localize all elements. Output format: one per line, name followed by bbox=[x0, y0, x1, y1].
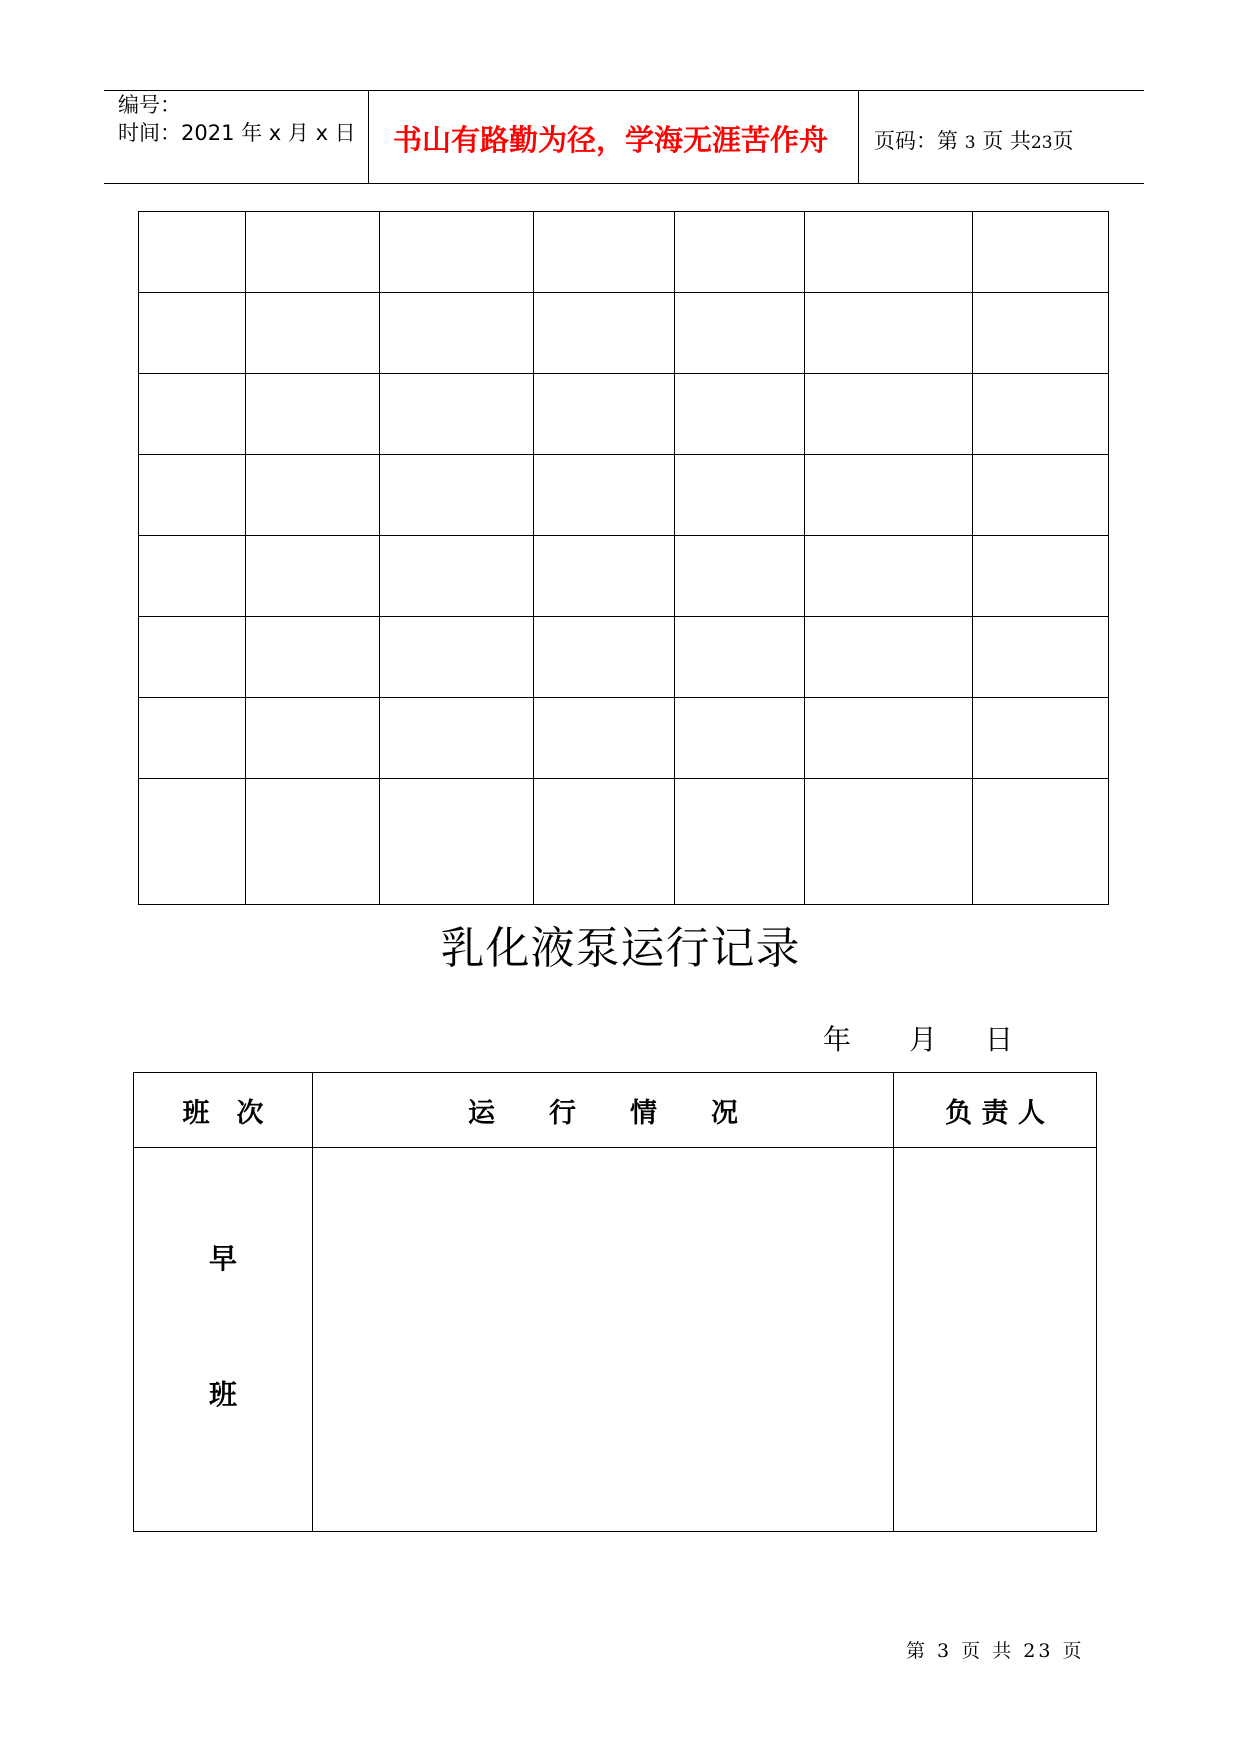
grid-cell[interactable] bbox=[139, 293, 246, 374]
header-bottom-rule bbox=[104, 183, 1144, 184]
shift-char-shift: 班 bbox=[208, 1377, 237, 1411]
grid-cell[interactable] bbox=[534, 536, 675, 617]
grid-cell[interactable] bbox=[534, 455, 675, 536]
page-total: 23 bbox=[1030, 133, 1053, 153]
grid-cell[interactable] bbox=[139, 455, 246, 536]
grid-cell[interactable] bbox=[805, 779, 973, 905]
grid-row bbox=[139, 212, 1109, 293]
run-status-cell[interactable] bbox=[313, 1148, 894, 1532]
grid-cell[interactable] bbox=[246, 617, 380, 698]
grid-cell[interactable] bbox=[246, 536, 380, 617]
grid-cell[interactable] bbox=[534, 293, 675, 374]
grid-row bbox=[139, 455, 1109, 536]
grid-cell[interactable] bbox=[139, 536, 246, 617]
page-current: 3 bbox=[964, 133, 976, 153]
grid-cell[interactable] bbox=[973, 212, 1109, 293]
grid-cell[interactable] bbox=[139, 212, 246, 293]
grid-cell[interactable] bbox=[675, 455, 805, 536]
grid-cell[interactable] bbox=[246, 293, 380, 374]
grid-cell[interactable] bbox=[805, 455, 973, 536]
date-day: 日 bbox=[985, 1023, 1014, 1056]
grid-cell[interactable] bbox=[534, 617, 675, 698]
serial-number-label: 编号： bbox=[118, 93, 181, 117]
grid-cell[interactable] bbox=[534, 698, 675, 779]
header-responsible-person: 负 责 人 bbox=[894, 1073, 1097, 1148]
page-suffix: 页 bbox=[1052, 129, 1074, 153]
grid-cell[interactable] bbox=[973, 536, 1109, 617]
grid-cell[interactable] bbox=[805, 617, 973, 698]
grid-cell[interactable] bbox=[139, 374, 246, 455]
grid-row bbox=[139, 617, 1109, 698]
grid-cell[interactable] bbox=[246, 698, 380, 779]
grid-cell[interactable] bbox=[246, 374, 380, 455]
grid-cell[interactable] bbox=[380, 455, 534, 536]
grid-cell[interactable] bbox=[805, 212, 973, 293]
grid-cell[interactable] bbox=[246, 455, 380, 536]
grid-cell[interactable] bbox=[805, 698, 973, 779]
grid-cell[interactable] bbox=[973, 617, 1109, 698]
grid-row bbox=[139, 293, 1109, 374]
grid-cell[interactable] bbox=[675, 212, 805, 293]
header-motto: 书山有路勤为径，学海无涯苦作舟 bbox=[393, 123, 829, 157]
header-divider-right bbox=[858, 90, 859, 184]
grid-cell[interactable] bbox=[139, 698, 246, 779]
shift-cell bbox=[134, 1148, 313, 1532]
grid-cell[interactable] bbox=[675, 779, 805, 905]
grid-cell[interactable] bbox=[973, 455, 1109, 536]
blank-grid-table bbox=[138, 211, 1109, 905]
grid-cell[interactable] bbox=[246, 779, 380, 905]
grid-cell[interactable] bbox=[246, 212, 380, 293]
grid-cell[interactable] bbox=[380, 698, 534, 779]
grid-cell[interactable] bbox=[380, 212, 534, 293]
run-record-table bbox=[133, 1072, 1097, 1532]
grid-cell[interactable] bbox=[675, 617, 805, 698]
grid-cell[interactable] bbox=[973, 293, 1109, 374]
header-page-info bbox=[874, 125, 1074, 155]
grid-cell[interactable] bbox=[380, 617, 534, 698]
grid-row bbox=[139, 374, 1109, 455]
grid-cell[interactable] bbox=[139, 779, 246, 905]
shift-char-early: 早 bbox=[208, 1241, 237, 1275]
header-divider-left bbox=[368, 90, 369, 184]
document-time: 时间：2021 年 x 月 x 日 bbox=[118, 121, 356, 145]
grid-row bbox=[139, 779, 1109, 905]
record-row-morning-shift bbox=[134, 1148, 1097, 1532]
page-mid: 页 共 bbox=[982, 129, 1031, 153]
page-label: 页码：第 bbox=[874, 129, 958, 153]
grid-row bbox=[139, 536, 1109, 617]
grid-cell[interactable] bbox=[380, 374, 534, 455]
grid-cell[interactable] bbox=[534, 212, 675, 293]
grid-cell[interactable] bbox=[805, 293, 973, 374]
grid-cell[interactable] bbox=[139, 617, 246, 698]
header-shift: 班 次 bbox=[134, 1073, 313, 1148]
grid-cell[interactable] bbox=[534, 374, 675, 455]
grid-cell[interactable] bbox=[675, 536, 805, 617]
grid-cell[interactable] bbox=[675, 374, 805, 455]
page-footer: 第 3 页 共 23 页 bbox=[906, 1640, 1085, 1662]
record-title: 乳化液泵运行记录 bbox=[440, 923, 801, 974]
record-header-row bbox=[134, 1073, 1097, 1148]
grid-cell[interactable] bbox=[805, 374, 973, 455]
grid-cell[interactable] bbox=[675, 698, 805, 779]
grid-row bbox=[139, 698, 1109, 779]
header-top-rule bbox=[104, 90, 1144, 91]
grid-cell[interactable] bbox=[534, 779, 675, 905]
date-month: 月 bbox=[909, 1023, 938, 1056]
grid-cell[interactable] bbox=[973, 698, 1109, 779]
grid-cell[interactable] bbox=[805, 536, 973, 617]
grid-cell[interactable] bbox=[380, 536, 534, 617]
grid-cell[interactable] bbox=[973, 779, 1109, 905]
grid-cell[interactable] bbox=[380, 293, 534, 374]
date-year: 年 bbox=[823, 1023, 852, 1056]
responsible-person-cell[interactable] bbox=[894, 1148, 1097, 1532]
grid-cell[interactable] bbox=[973, 374, 1109, 455]
grid-cell[interactable] bbox=[380, 779, 534, 905]
header-run-status: 运 行 情 况 bbox=[313, 1073, 894, 1148]
grid-cell[interactable] bbox=[675, 293, 805, 374]
